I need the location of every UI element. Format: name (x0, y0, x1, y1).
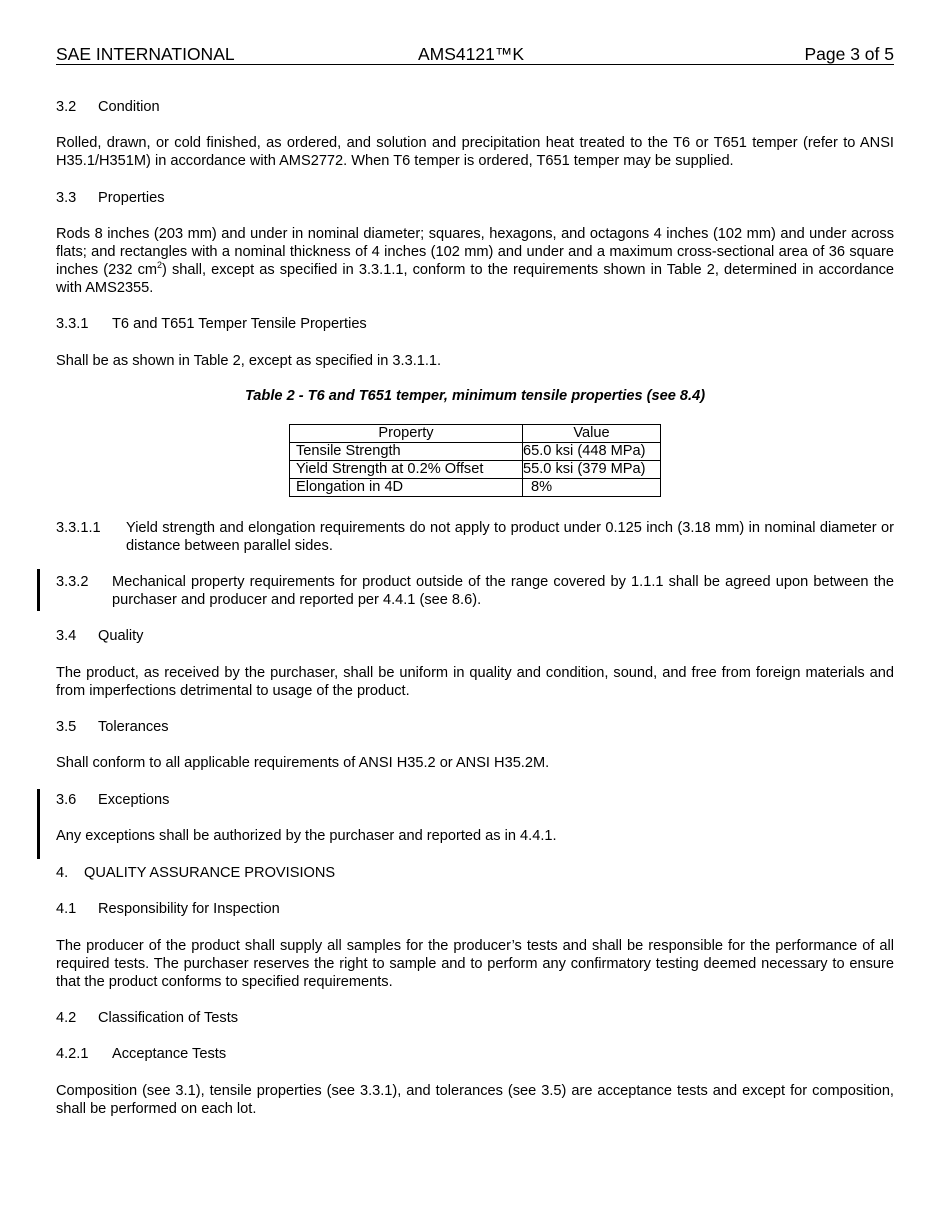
section-3-3-text-part1: Rods 8 inches (203 mm) and under in nominal diameter; squares, hexagons, and octagons 4 inches (102 mm) and under across flats; and rectangles with a nominal thickness of 4 inches (102 mm) and under and a maximum cross-sectional area of 36 square inches (232 cm (56, 226, 894, 278)
section-3-6-number: 3.6 (56, 792, 77, 808)
section-3-3-1-1-number: 3.3.1.1 (56, 520, 101, 536)
table-cell-value: 55.0 ksi (379 MPa) (523, 461, 661, 479)
table-cell-property: Yield Strength at 0.2% Offset (290, 461, 523, 479)
section-4-2-title: Classification of Tests (98, 1010, 239, 1026)
column-header-property: Property (290, 425, 523, 443)
change-bar (37, 789, 40, 859)
section-3-3-2-text: Mechanical property requirements for product outside of the range covered by 1.1.1 shall be agreed upon between the purchaser and producer and reported per 4.4.1 (see 8.6). (112, 574, 894, 608)
table-row (290, 461, 661, 479)
section-4-2-1-number: 4.2.1 (56, 1046, 89, 1062)
section-3-3-title: Properties (98, 190, 165, 206)
section-4-1-text: The producer of the product shall supply all samples for the producer’s tests and shall be responsible for the performance of all required tests. The purchaser reserves the right to sample and to perform any confirmatory testing deemed necessary to ensure that the product conforms to specified requirements. (56, 938, 894, 990)
table-row (290, 479, 661, 497)
section-3-4-text: The product, as received by the purchaser, shall be uniform in quality and condition, sound, and free from foreign materials and from imperfections detrimental to usage of the product. (56, 665, 894, 699)
section-3-3-number: 3.3 (56, 190, 77, 206)
section-4-1-title: Responsibility for Inspection (98, 901, 280, 917)
table-cell-property: Elongation in 4D (290, 479, 523, 497)
section-3-3-1-number: 3.3.1 (56, 316, 89, 332)
section-3-3-text (56, 225, 894, 297)
header-organization: SAE INTERNATIONAL (56, 44, 235, 64)
section-3-3-1-text: Shall be as shown in Table 2, except as specified in 3.3.1.1. (56, 353, 442, 369)
table-cell-value: 8% (523, 479, 661, 497)
table-2-caption: Table 2 - T6 and T651 temper, minimum tensile properties (see 8.4) (244, 388, 706, 404)
section-3-6-title: Exceptions (98, 792, 170, 808)
change-bar (37, 569, 40, 611)
section-4-2-1-title: Acceptance Tests (112, 1046, 227, 1062)
section-4-2-1-text: Composition (see 3.1), tensile properties (see 3.3.1), and tolerances (see 3.5) are acceptance tests and except for composition, shall be performed on each lot. (56, 1083, 894, 1117)
section-4-2-number: 4.2 (56, 1010, 77, 1026)
section-3-2-number: 3.2 (56, 99, 77, 115)
section-4-1-number: 4.1 (56, 901, 77, 917)
section-3-2-text: Rolled, drawn, or cold finished, as ordered, and solution and precipitation heat treated to the T6 or T651 temper (refer to ANSI H35.1/H351M) in accordance with AMS2772. When T6 temper is ordered, T651 temper may be supplied. (56, 135, 894, 169)
section-3-3-1-1-text: Yield strength and elongation requirements do not apply to product under 0.125 inch (3.18 mm) in nominal diameter or distance between parallel sides. (126, 520, 894, 554)
section-3-3-2-number: 3.3.2 (56, 574, 89, 590)
section-3-5-number: 3.5 (56, 719, 77, 735)
table-header-row (290, 425, 661, 443)
section-4-title: QUALITY ASSURANCE PROVISIONS (84, 865, 336, 881)
superscript-2: 2 (157, 260, 163, 271)
table-row (290, 443, 661, 461)
section-3-4-title: Quality (98, 628, 144, 644)
section-3-6-text: Any exceptions shall be authorized by the purchaser and reported as in 4.4.1. (56, 828, 557, 844)
page-header (56, 44, 894, 65)
table-cell-value: 65.0 ksi (448 MPa) (523, 443, 661, 461)
header-page-number: Page 3 of 5 (804, 44, 894, 64)
table-cell-property: Tensile Strength (290, 443, 523, 461)
section-4-number: 4. (56, 865, 69, 881)
section-3-4-number: 3.4 (56, 628, 77, 644)
section-3-5-title: Tolerances (98, 719, 169, 735)
table-2 (289, 424, 661, 497)
column-header-value: Value (523, 425, 661, 443)
section-3-3-1-title: T6 and T651 Temper Tensile Properties (112, 316, 367, 332)
header-document-id: AMS4121™K (418, 44, 525, 64)
section-3-5-text: Shall conform to all applicable requirements of ANSI H35.2 or ANSI H35.2M. (56, 755, 550, 771)
section-3-2-title: Condition (98, 99, 160, 115)
section-3-3-text-part2: ) shall, except as specified in 3.3.1.1, conform to the requirements shown in Table 2, determined in accordance with AMS2355. (56, 262, 894, 296)
